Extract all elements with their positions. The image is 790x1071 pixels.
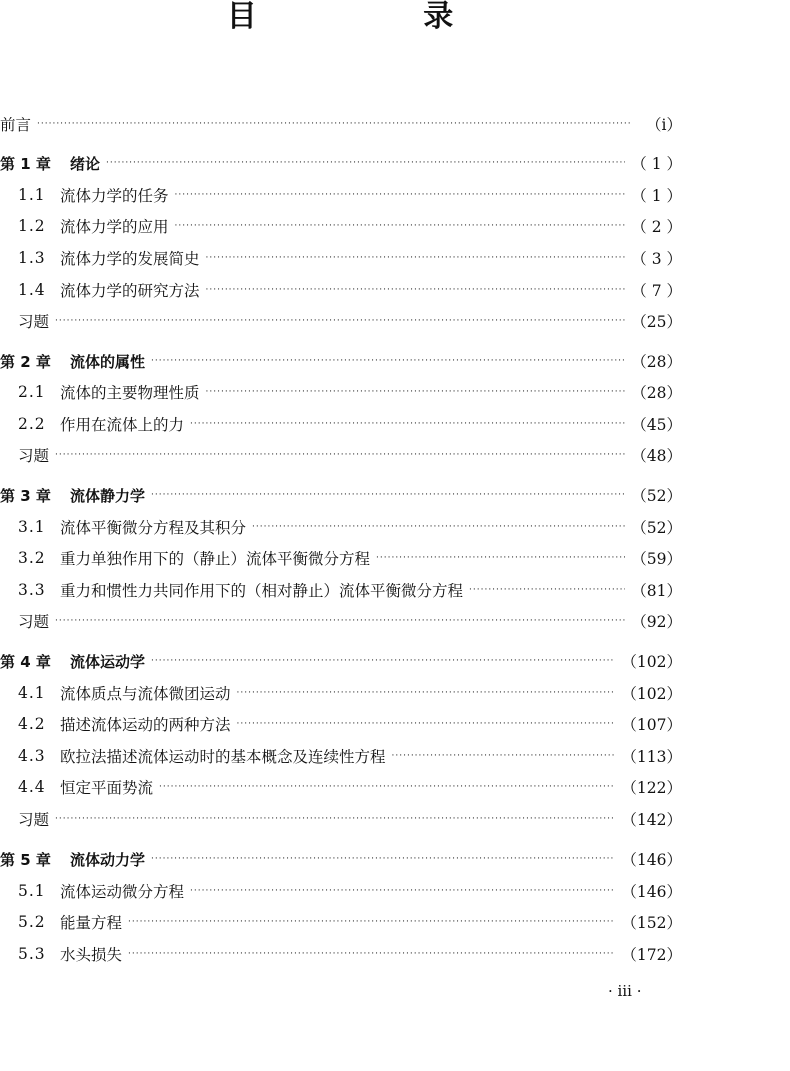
toc-entry-title: 重力和惯性力共同作用下的（相对静止）流体平衡微分方程	[60, 582, 464, 600]
toc-entry-title: 水头损失	[60, 946, 123, 964]
dot-leader	[175, 214, 626, 238]
dot-leader	[55, 309, 625, 333]
section-number: 4.4	[18, 778, 46, 796]
chapter-number: 第 5 章	[0, 850, 51, 869]
page-number: （172）	[621, 946, 682, 964]
toc-entry-title: 恒定平面势流	[60, 779, 154, 797]
dot-leader	[206, 246, 626, 270]
toc-entry-title: 能量方程	[60, 914, 123, 932]
section-number: 5.3	[18, 945, 46, 963]
toc-entry-title: 流体运动学	[70, 652, 146, 671]
section-number: 3.1	[18, 518, 46, 536]
page-number: （146）	[621, 851, 682, 869]
page-number: （107）	[621, 716, 682, 734]
toc-entry	[0, 112, 682, 136]
toc-entry	[0, 546, 682, 570]
dot-leader	[55, 609, 625, 633]
toc-entry-title: 流体的属性	[70, 352, 146, 371]
dot-leader	[55, 807, 615, 831]
page-number: （102）	[621, 653, 682, 671]
dot-leader	[376, 546, 625, 570]
toc-entry	[0, 578, 682, 602]
page-number: （28）	[631, 353, 682, 371]
toc-entry-title: 绪论	[70, 154, 101, 173]
toc-entry	[0, 443, 682, 467]
page-title: 目 录	[226, 0, 532, 34]
dot-leader	[106, 151, 625, 175]
page-number: （ 1 ）	[631, 187, 682, 205]
page-number: （ 3 ）	[631, 250, 682, 268]
page-number: （45）	[631, 416, 682, 434]
toc-entry	[0, 744, 682, 768]
dot-leader	[128, 910, 615, 934]
section-number: 2.1	[18, 383, 46, 401]
dot-leader	[206, 278, 626, 302]
dot-leader	[469, 578, 625, 602]
page-number: （142）	[621, 811, 682, 829]
section-number: 5.2	[18, 913, 46, 931]
section-number: 1.4	[18, 281, 46, 299]
toc-entry-title: 流体质点与流体微团运动	[60, 685, 231, 703]
toc-entry-title: 流体的主要物理性质	[60, 384, 200, 402]
toc-entry	[0, 246, 682, 270]
toc-entry-title: 习题	[18, 447, 50, 465]
chapter-number: 第 4 章	[0, 652, 51, 671]
toc-entry	[0, 309, 682, 333]
section-number: 1.3	[18, 249, 46, 267]
toc-entry	[0, 151, 682, 175]
dot-leader	[151, 483, 625, 507]
chapter-number: 第 2 章	[0, 352, 51, 371]
section-number: 2.2	[18, 415, 46, 433]
page-number: （ 1 ）	[631, 155, 682, 173]
toc-entry-title: 流体力学的任务	[60, 187, 169, 205]
toc-entry	[0, 807, 682, 831]
section-number: 1.2	[18, 217, 46, 235]
toc-entry-title: 流体动力学	[70, 850, 146, 869]
toc-entry-title: 欧拉法描述流体运动时的基本概念及连续性方程	[60, 748, 386, 766]
toc-entry-title: 描述流体运动的两种方法	[60, 716, 231, 734]
toc-entry	[0, 609, 682, 633]
toc-entry-title: 流体平衡微分方程及其积分	[60, 519, 247, 537]
dot-leader	[159, 775, 615, 799]
toc-entry	[0, 214, 682, 238]
dot-leader	[151, 649, 615, 673]
section-number: 4.1	[18, 684, 46, 702]
toc-entry	[0, 183, 682, 207]
page-number: （146）	[621, 883, 682, 901]
dot-leader	[128, 942, 615, 966]
chapter-number: 第 3 章	[0, 486, 51, 505]
section-number: 5.1	[18, 882, 46, 900]
toc-entry-title: 流体力学的研究方法	[60, 282, 200, 300]
page-number: （122）	[621, 779, 682, 797]
page-number: （102）	[621, 685, 682, 703]
section-number: 4.3	[18, 747, 46, 765]
page-number: （92）	[631, 613, 682, 631]
toc-entry-title: 流体运动微分方程	[60, 883, 185, 901]
toc-entry	[0, 847, 682, 871]
dot-leader	[392, 744, 616, 768]
toc-entry-title: 作用在流体上的力	[60, 416, 185, 434]
section-number: 1.1	[18, 186, 46, 204]
toc-entry	[0, 380, 682, 404]
toc-entry-title: 流体力学的发展简史	[60, 250, 200, 268]
page-number: （113）	[621, 748, 682, 766]
page-number: （ 7 ）	[631, 282, 682, 300]
toc-entry-title: 重力单独作用下的（静止）流体平衡微分方程	[60, 550, 371, 568]
dot-leader	[151, 847, 615, 871]
dot-leader	[175, 183, 626, 207]
toc-entry	[0, 412, 682, 436]
dot-leader	[237, 681, 616, 705]
page-number: （59）	[631, 550, 682, 568]
toc-entry	[0, 349, 682, 373]
page-number: （152）	[621, 914, 682, 932]
section-number: 3.3	[18, 581, 46, 599]
page-number: （28）	[631, 384, 682, 402]
toc-entry	[0, 681, 682, 705]
toc-entry	[0, 712, 682, 736]
dot-leader	[55, 443, 625, 467]
toc-entry-title: 习题	[18, 613, 50, 631]
toc-entry	[0, 649, 682, 673]
page-number: （52）	[631, 519, 682, 537]
dot-leader	[237, 712, 616, 736]
toc-entry-title: 流体力学的应用	[60, 218, 169, 236]
toc-entry	[0, 910, 682, 934]
toc-entry	[0, 775, 682, 799]
page-number: （ⅰ）	[646, 116, 682, 134]
dot-leader	[206, 380, 626, 404]
dot-leader	[190, 879, 615, 903]
page-number: （ 2 ）	[631, 218, 682, 236]
toc-entry	[0, 942, 682, 966]
page-folio: · ⅲ ·	[608, 982, 642, 1000]
toc-entry-title: 流体静力学	[70, 486, 146, 505]
section-number: 4.2	[18, 715, 46, 733]
toc-entry	[0, 879, 682, 903]
toc-entry-title: 习题	[18, 811, 50, 829]
page-number: （48）	[631, 447, 682, 465]
dot-leader	[37, 112, 632, 136]
toc-entry	[0, 483, 682, 507]
section-number: 3.2	[18, 549, 46, 567]
chapter-number: 第 1 章	[0, 154, 51, 173]
toc-entry	[0, 515, 682, 539]
toc-entry-title: 前言	[0, 116, 32, 134]
dot-leader	[252, 515, 625, 539]
page-number: （52）	[631, 487, 682, 505]
page-number: （81）	[631, 582, 682, 600]
dot-leader	[151, 349, 625, 373]
toc-entry	[0, 278, 682, 302]
dot-leader	[190, 412, 625, 436]
page-number: （25）	[631, 313, 682, 331]
toc-entry-title: 习题	[18, 313, 50, 331]
